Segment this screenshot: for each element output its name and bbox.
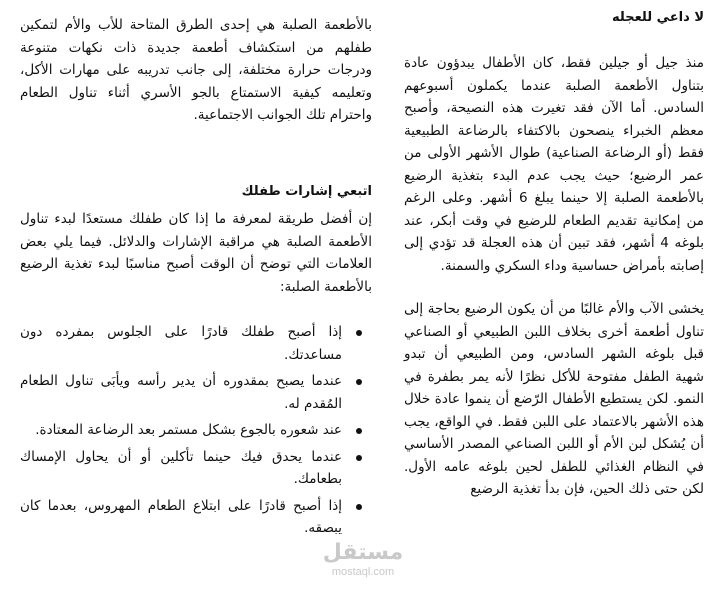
list-item	[20, 370, 372, 415]
list-item-text: عندما يصبح بمقدوره أن يدير رأسه ويأبَى تناول الطعام المُقدم له.	[20, 373, 342, 412]
list-item	[20, 495, 372, 540]
mostaql-watermark	[313, 540, 413, 590]
paragraph-intro: منذ جيل أو جيلين فقط، كان الأطفال يبدؤون عادة بتناول الأطعمة الصلبة عندما يكملون أسبوعهم السادس. أما الآن فقد تغيرت هذه النصيحة، وأصبح معظم الخبراء ينصحون بالاكتفاء بالرضاعة الطبيعية فقط (أو الرضاعة الصناعية) طوال الأشهر الأولى من عمر الرضيع؛ حيث يجب عدم البدء بتغذية الرضيع بالأطعمة الصلبة إلا حينما يبلغ 6 أشهر. وعلى الرغم من إمكانية تقديم الطعام للرضيع في وقت أبكر، عند بلوغه 4 أشهر، فقد تبين أن هذه العجلة قد تؤدي إلى إصابته بأمراض حساسية وداء السكري والسمنة.	[404, 55, 704, 274]
paragraph-signs-intro: إن أفضل طريقة لمعرفة ما إذا كان طفلك مستعدًا لبدء تناول الأطعمة الصلبة هي مراقبة الإشارات والدلائل. فيما يلي بعض العلامات التي توضح أن الوقت أصبح مناسبًا لبدء تغذية الرضيع بالأطعمة الصلبة:	[20, 211, 372, 295]
paragraph-continuation: بالأطعمة الصلبة هي إحدى الطرق المتاحة للأب والأم لتمكين طفلهم من استكشاف أطعمة جديدة ذات نكهات متنوعة ودرجات حرارة مختلفة، إلى جانب تدريبه على مهارات الأكل، وتعليمه كيفية الاستمتاع بالجو الأسري أثناء تناول الطعام واحترام تلك الجوانب الاجتماعية.	[20, 17, 372, 123]
bullet-icon	[356, 428, 362, 434]
list-item-text: إذا أصبح قادرًا على ابتلاع الطعام المهروس، بعدما كان يبصقه.	[20, 497, 342, 536]
list-item-text: عندما يحدق فيك حينما تأكلين أو أن يحاول الإمساك بطعامك.	[20, 448, 342, 487]
list-item	[20, 419, 372, 442]
section-title-follow-signs: اتبعي إشارات طفلك	[241, 184, 372, 199]
watermark-arabic: مستقل	[322, 540, 404, 565]
paragraph-parents-worry: يخشى الآب والأم غالبًا من أن يكون الرضيع بحاجة إلى تناول أطعمة أخرى بخلاف اللبن الطبيعي أو الصناعي قبل بلوغه الشهر السادس، ومن الطبيعي أن تبدو شهية الطفل مفتوحة للأكل نظرًا لأنه يمر بطفرة في النمو. لكن يستطيع الأطفال الرّضع أن ينموا عادة خلال هذه الأشهر بالاعتماد على اللبن فقط. في الواقع، يجب أن يُشكل لبن الأم أو اللبن الصناعي المصدر الأساسي في النظام الغذائي للطفل لحين بلوغه عامه الأول. لكن حتى ذلك الحين، فإن بدأ تغذية الرضيع	[404, 301, 704, 497]
watermark-latin: mostaql.com	[331, 566, 395, 578]
bullet-icon	[356, 379, 362, 385]
list-item	[20, 321, 372, 366]
bullet-icon	[356, 504, 362, 510]
section-title-no-rush: لا داعي للعجله	[612, 10, 704, 25]
list-item-text: إذا أصبح طفلك قادرًا على الجلوس بمفرده دون مساعدتك.	[20, 324, 342, 363]
bullet-icon	[356, 455, 362, 461]
readiness-signs-list	[20, 321, 372, 544]
list-item-text: عند شعوره بالجوع بشكل مستمر بعد الرضاعة المعتادة.	[35, 422, 342, 438]
bullet-icon	[356, 330, 362, 336]
list-item	[20, 446, 372, 491]
